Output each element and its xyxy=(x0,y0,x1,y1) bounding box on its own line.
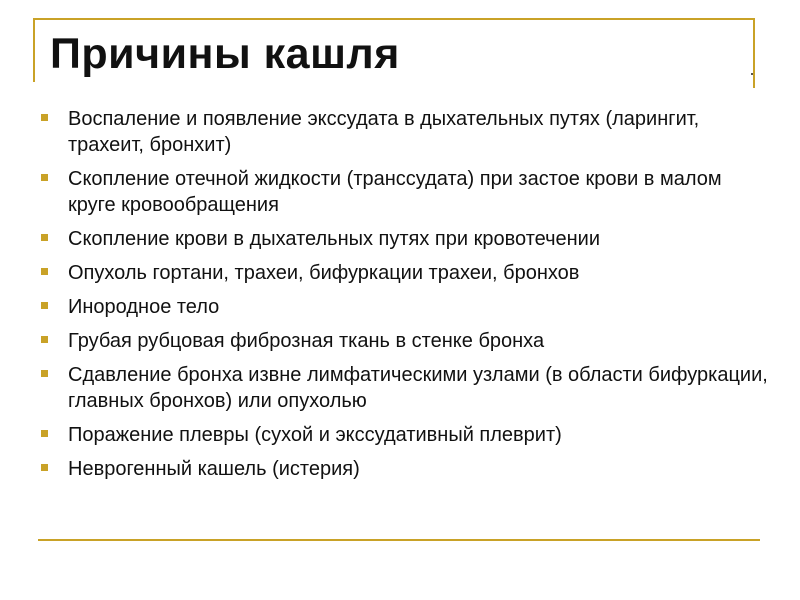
bullet-text: Опухоль гортани, трахеи, бифуркации трахеи, бронхов xyxy=(68,262,580,284)
bullet-item xyxy=(40,294,770,320)
bullet-text: Сдавление бронха извне лимфатическими узлами (в области бифуркации, главных бронхов) или опухолью xyxy=(68,364,768,412)
bullet-text: Инородное тело xyxy=(68,296,220,318)
bullet-text: Грубая рубцовая фиброзная ткань в стенке бронха xyxy=(68,330,545,352)
square-bullet-icon xyxy=(41,370,48,377)
bullet-item xyxy=(40,362,770,414)
bullet-text: Скопление отечной жидкости (транссудата) при застое крови в малом круге кровообращения xyxy=(68,168,722,216)
bullet-item xyxy=(40,260,770,286)
square-bullet-icon xyxy=(41,174,48,181)
title-frame-left-edge xyxy=(33,18,35,82)
bullet-text: Скопление крови в дыхательных путях при кровотечении xyxy=(68,228,601,250)
bullet-text: Неврогенный кашель (истерия) xyxy=(68,458,360,480)
bullet-item xyxy=(40,106,770,158)
square-bullet-icon xyxy=(41,302,48,309)
bullet-item xyxy=(40,422,770,448)
bullet-item xyxy=(40,328,770,354)
square-bullet-icon xyxy=(41,336,48,343)
bullet-item xyxy=(40,166,770,218)
bullet-item xyxy=(40,456,770,482)
square-bullet-icon xyxy=(41,114,48,121)
bottom-divider xyxy=(38,539,760,541)
bullet-list xyxy=(40,106,770,490)
square-bullet-icon xyxy=(41,234,48,241)
bullet-text: Воспаление и появление экссудата в дыхательных путях (ларингит, трахеит, бронхит) xyxy=(68,108,700,156)
bullet-item xyxy=(40,226,770,252)
square-bullet-icon xyxy=(41,430,48,437)
square-bullet-icon xyxy=(41,464,48,471)
bullet-text: Поражение плевры (сухой и экссудативный плеврит) xyxy=(68,424,562,446)
slide-title: Причины кашля xyxy=(50,30,400,78)
title-dot xyxy=(751,73,753,75)
square-bullet-icon xyxy=(41,268,48,275)
